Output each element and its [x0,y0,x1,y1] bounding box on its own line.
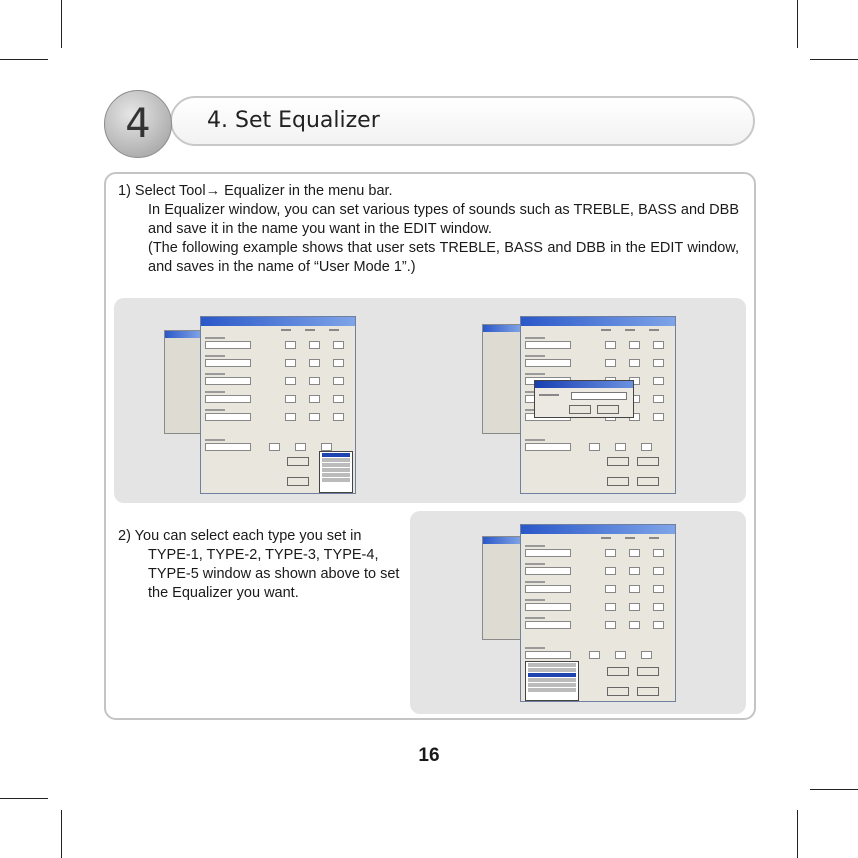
equalizer-window [200,316,356,494]
save-preset-dialog [534,380,634,418]
crop-mark [810,789,858,790]
equalizer-screenshot-2 [482,316,676,494]
equalizer-screenshot-3 [482,524,676,702]
step1-paragraph: In Equalizer window, you can set various types of sounds such as TREBLE, BASS and DBB and save it in the name you want in the EDIT window. [148,202,739,237]
equalizer-screenshot-1 [164,316,356,494]
step2-paragraph: 2) You can select each type you set in TYPE-1, TYPE-2, TYPE-3, TYPE-4, TYPE-5 window as shown above to set the Equalizer you want. [118,528,400,601]
chapter-badge [104,90,172,158]
crop-mark [810,59,858,60]
crop-mark [61,0,62,48]
crop-mark [61,810,62,858]
step1-example-note: (The following example shows that user sets TREBLE, BASS and DBB in the EDIT window, and saves in the name of “User Mode 1”.) [148,240,739,275]
page-number: 16 [418,745,440,766]
section-title: 4. Set Equalizer [207,108,380,133]
player-window [164,330,204,434]
step1-heading: 1) Select Tool→ Equalizer in the menu bar. [118,183,393,199]
chapter-number: 4 [125,101,151,147]
player-window [482,536,524,640]
crop-mark [797,0,798,48]
equalizer-window [520,524,676,702]
crop-mark [0,59,48,60]
crop-mark [797,810,798,858]
player-window [482,324,524,434]
crop-mark [0,798,48,799]
